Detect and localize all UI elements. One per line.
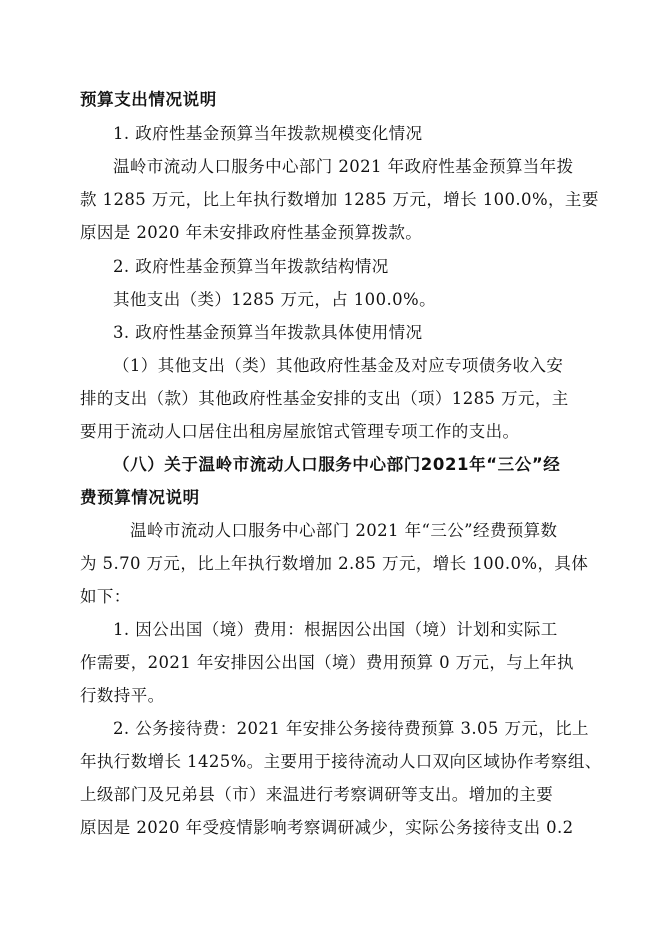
paragraph-line: 排的支出（款）其他政府性基金安排的支出（项）1285 万元，主 [80, 389, 569, 408]
paragraph-line: 上级部门及兄弟县（市）来温进行考察调研等支出。增加的主要 [80, 785, 554, 804]
paragraph-line: 其他支出（类）1285 万元，占 100.0%。 [113, 290, 436, 309]
list-item-overseas-travel: 1. 因公出国（境）费用：根据因公出国（境）计划和实际工 [113, 620, 558, 639]
subheading-usage: 3. 政府性基金预算当年拨款具体使用情况 [113, 323, 423, 342]
section-heading-three-public: （八）关于温岭市流动人口服务中心部门2021年“三公”经 [113, 455, 561, 474]
paragraph-line: 要用于流动人口居住出租房屋旅馆式管理专项工作的支出。 [80, 422, 520, 441]
paragraph-line: （1）其他支出（类）其他政府性基金及对应专项债务收入安 [113, 356, 564, 375]
subheading-structure: 2. 政府性基金预算当年拨款结构情况 [113, 257, 389, 276]
paragraph-line: 为 5.70 万元，比上年执行数增加 2.85 万元，增长 100.0%，具体 [80, 554, 589, 573]
paragraph-line: 原因是 2020 年未安排政府性基金预算拨款。 [80, 223, 423, 242]
section-heading-three-public: 费预算情况说明 [80, 488, 200, 507]
paragraph-line: 款 1285 万元，比上年执行数增加 1285 万元，增长 100.0%，主要 [80, 190, 599, 209]
paragraph-line: 年执行数增长 1425%。主要用于接待流动人口双向区域协作考察组、 [80, 752, 602, 771]
list-item-reception: 2. 公务接待费：2021 年安排公务接待费预算 3.05 万元，比上 [113, 719, 589, 738]
paragraph-line: 行数持平。 [80, 686, 165, 705]
subheading-scale-change: 1. 政府性基金预算当年拨款规模变化情况 [113, 124, 423, 143]
paragraph-line: 原因是 2020 年受疫情影响考察调研减少，实际公务接待支出 0.2 [80, 818, 574, 837]
paragraph-line: 如下： [80, 587, 131, 606]
paragraph-line: 温岭市流动人口服务中心部门 2021 年“三公”经费预算数 [130, 521, 558, 540]
paragraph-line: 温岭市流动人口服务中心部门 2021 年政府性基金预算当年拨 [113, 157, 574, 176]
section-heading-continued: 预算支出情况说明 [80, 90, 217, 109]
paragraph-line: 作需要，2021 年安排因公出国（境）费用预算 0 万元，与上年执 [80, 653, 574, 672]
